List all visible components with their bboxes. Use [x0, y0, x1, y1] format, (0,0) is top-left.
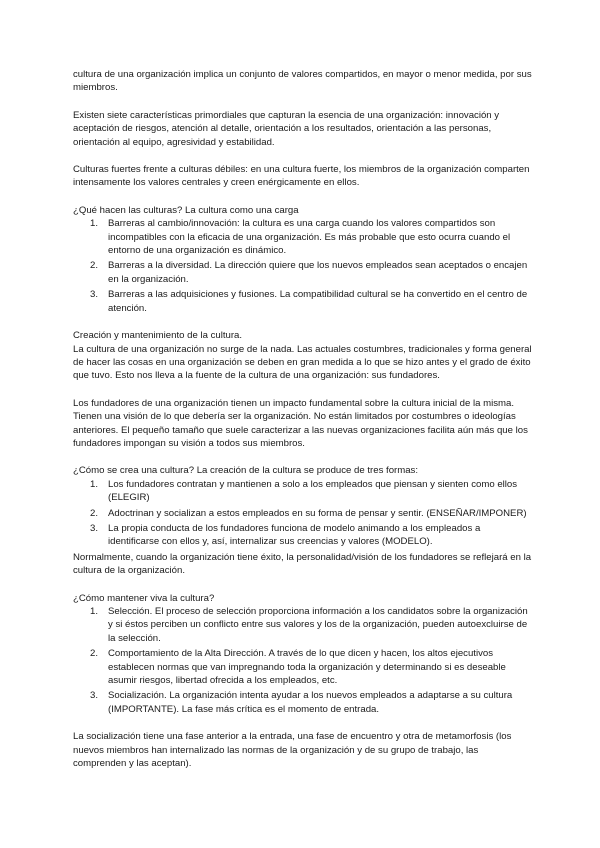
paragraph-intro: cultura de una organización implica un conjunto de valores compartidos, en mayor o menor medida, por sus miembros. — [73, 69, 532, 94]
list-item-text: Comportamiento de la Alta Dirección. A través de lo que dicen y hacen, los altos ejecutivos establecen normas que van impregnando toda la organización y determinando si es deseable asumir riesgos, libertad ofrecida a los empleados, etc. — [108, 648, 506, 687]
paragraph-founders: Los fundadores de una organización tienen un impacto fundamental sobre la cultura inicial de la misma. Tienen una visión de lo que debería ser la organización. No están limitados por costumbres o ideologías anteriores. El pequeño tamaño que suele caracterizar a las nuevas organizaciones facilita aún más que los fundadores impongan su visión a todos sus miembros. — [73, 397, 528, 449]
list-item — [73, 647, 533, 687]
numbered-list — [73, 605, 533, 716]
list-number: 2. — [90, 507, 99, 519]
section-heading: ¿Cómo mantener viva la cultura? — [73, 592, 215, 604]
list-item-text: La propia conducta de los fundadores funciona de modelo animando a los empleados a identificarse con ellos y, así, internalizar sus creencias y valores (MODELO). — [108, 522, 481, 548]
section-body: La cultura de una organización no surge de la nada. Las actuales costumbres, tradicionales y forma general de hacer las cosas en una organización se deben en gran medida a lo que se hizo antes y el grado de éxito que tuvo. Esto nos lleva a la fuente de la cultura de una organización: sus fundadores. — [73, 343, 532, 382]
list-number: 1. — [90, 478, 99, 490]
list-number: 2. — [90, 648, 99, 660]
list-item-text: Barreras a la diversidad. La dirección quiere que los nuevos empleados sean aceptados o encajen en la organización. — [108, 260, 528, 285]
section-heading: ¿Qué hacen las culturas? La cultura como una carga — [73, 204, 299, 216]
list-item — [73, 259, 533, 286]
list-item — [73, 217, 533, 257]
paragraph-socialization: La socialización tiene una fase anterior a la entrada, una fase de encuentro y otra de metamorfosis (los nuevos miembros han internalizado las normas de la organización y de su grupo de trabajo, las comprenden y las aceptan). — [73, 731, 512, 770]
section-heading: Creación y mantenimiento de la cultura. — [73, 330, 243, 342]
section-keep-culture-alive — [73, 592, 533, 717]
section-closing: Normalmente, cuando la organización tiene éxito, la personalidad/visión de los fundadores se reflejará en la cultura de la organización. — [73, 551, 532, 577]
list-item — [73, 522, 533, 549]
list-item — [73, 689, 533, 716]
list-item-text: Barreras al cambio/innovación: la cultura es una carga cuando los valores compartidos son incompatibles con la eficacia de una organización. Es más probable que esto ocurra cuando el entorno de una organización es dinámico. — [108, 218, 511, 257]
numbered-list — [73, 478, 533, 549]
list-number: 1. — [90, 606, 99, 617]
list-item — [73, 605, 533, 645]
section-culture-burden — [73, 204, 533, 315]
section-how-culture-created — [73, 464, 533, 577]
list-number: 3. — [90, 289, 99, 301]
list-item — [73, 478, 533, 505]
list-item-text: Adoctrinan y socializan a estos empleados en su forma de pensar y sentir. (ENSEÑAR/IMPONER) — [108, 507, 527, 519]
list-number: 3. — [90, 522, 99, 534]
list-item-text: Socialización. La organización intenta ayudar a los nuevos empleados a adaptarse a su cultura (IMPORTANTE). La fase más crítica es el momento de entrada. — [108, 690, 513, 715]
list-item-text: Los fundadores contratan y mantienen a solo a los empleados que piensan y sienten como ellos (ELEGIR) — [108, 478, 518, 504]
list-item — [73, 507, 533, 520]
paragraph-characteristics: Existen siete características primordiales que capturan la esencia de una organización: innovación y aceptación de riesgos, atención al detalle, orientación a los resultados, orientación a las personas, orientación al equipo, agresividad y estabilidad. — [73, 109, 500, 148]
list-item — [73, 288, 533, 315]
paragraph-strong-cultures: Culturas fuertes frente a culturas débiles: en una cultura fuerte, los miembros de la organización comparten intensamente los valores centrales y creen enérgicamente en ellos. — [73, 164, 530, 189]
list-number: 2. — [90, 260, 99, 272]
section-heading: ¿Cómo se crea una cultura? La creación de la cultura se produce de tres formas: — [73, 465, 419, 477]
list-item-text: Barreras a las adquisiciones y fusiones. La compatibilidad cultural se ha convertido en el centro de atención. — [108, 289, 528, 314]
section-culture-creation — [73, 329, 533, 383]
document-page — [73, 68, 533, 770]
list-number: 1. — [90, 218, 99, 230]
numbered-list — [73, 217, 533, 315]
list-item-text: Selección. El proceso de selección proporciona información a los candidatos sobre la organización y si éstos perciben un conflicto entre sus valores y los de la organización, pueden autoexcluirse de la selección. — [108, 606, 528, 644]
list-number: 3. — [90, 690, 99, 702]
